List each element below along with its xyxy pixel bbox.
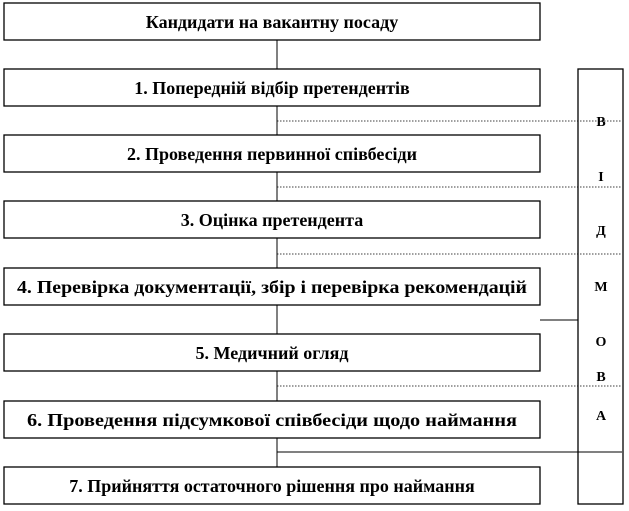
step-4-label: 4. Перевірка документації, збір і перевірка рекомендацій bbox=[17, 277, 527, 297]
step-7-label: 7. Прийняття остаточного рішення про наймання bbox=[69, 476, 475, 496]
rejection-box bbox=[578, 69, 623, 504]
step-2-label: 2. Проведення первинної співбесіди bbox=[126, 144, 418, 164]
step-box-5 bbox=[4, 334, 540, 371]
rejection-letter-6: В bbox=[596, 370, 606, 385]
header-box bbox=[4, 3, 540, 40]
step-3-label: 3. Оцінка претендента bbox=[180, 210, 364, 230]
rejection-letter-7: А bbox=[595, 409, 607, 424]
step-5-label: 5. Медичний огляд bbox=[195, 343, 349, 363]
step-box-1 bbox=[4, 69, 540, 106]
rejection-letter-1: В bbox=[596, 115, 606, 130]
header-label: Кандидати на вакантну посаду bbox=[145, 12, 399, 32]
step-box-4 bbox=[4, 268, 540, 305]
rejection-letter-3: Д bbox=[596, 224, 606, 239]
step-box-3 bbox=[4, 201, 540, 238]
rejection-letter-4: М bbox=[594, 280, 608, 295]
step-box-7 bbox=[4, 467, 540, 504]
step-box-6 bbox=[4, 401, 540, 438]
rejection-letter-2: І bbox=[598, 170, 604, 185]
rejection-letter-5: О bbox=[595, 335, 607, 350]
step-1-label: 1. Попередній відбір претендентів bbox=[134, 78, 410, 98]
step-box-2 bbox=[4, 135, 540, 172]
step-6-label: 6. Проведення підсумкової співбесіди щодо наймання bbox=[27, 410, 518, 430]
